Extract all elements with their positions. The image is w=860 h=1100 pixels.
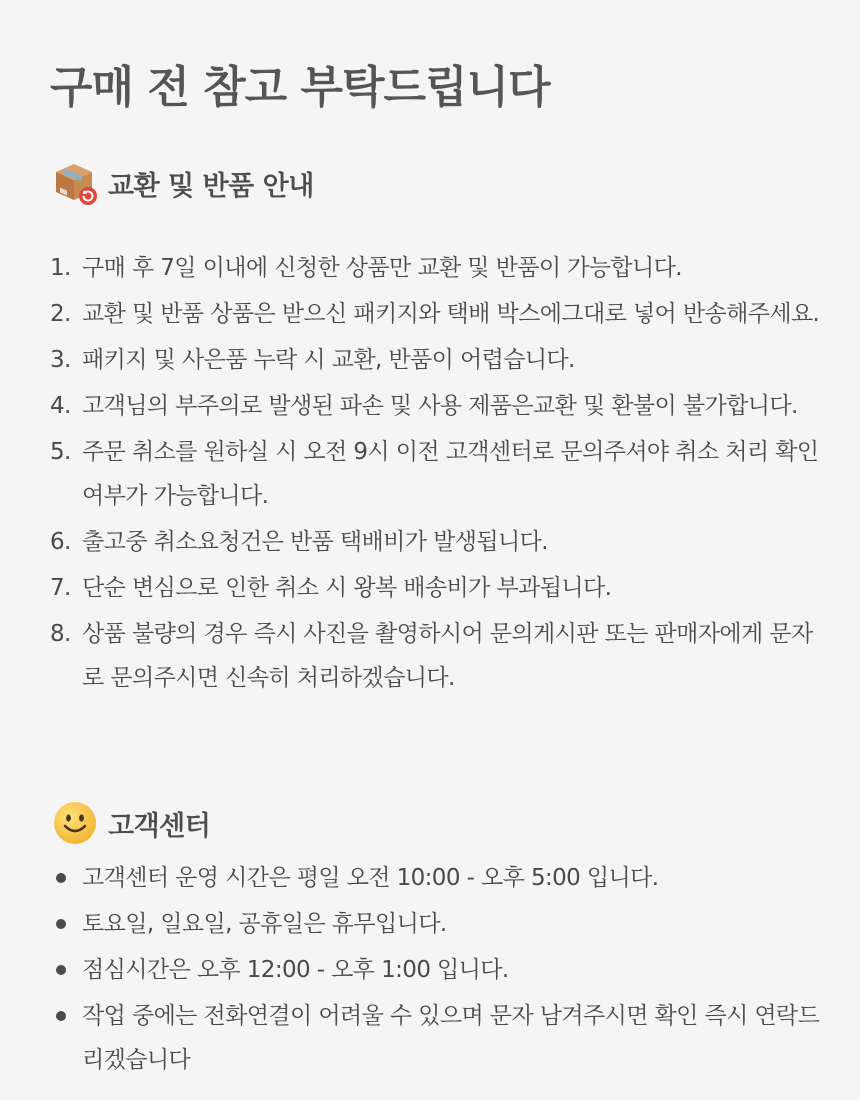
list-item-number: 4. (50, 393, 71, 419)
list-item-number: 6. (50, 529, 71, 555)
bullet-icon (50, 856, 82, 900)
list-item-text: 점심시간은 오후 12:00 - 오후 1:00 입니다. (82, 957, 509, 983)
list-item (50, 384, 820, 428)
list-item (50, 856, 820, 900)
list-item-text: 고객센터 운영 시간은 평일 오전 10:00 - 오후 5:00 입니다. (82, 865, 659, 891)
list-item-text: 구매 후 7일 이내에 신청한 상품만 교환 및 반품이 가능합니다. (82, 255, 682, 281)
exchange-heading (52, 160, 314, 206)
package-icon (52, 160, 98, 206)
list-item-number: 7. (50, 575, 71, 601)
list-item-number: 3. (50, 347, 71, 373)
list-item (50, 430, 820, 518)
bullet-icon (50, 994, 82, 1082)
list-item-text: 토요일, 일요일, 공휴일은 휴무입니다. (82, 911, 447, 937)
exchange-notice-list (50, 246, 820, 702)
list-item (50, 566, 820, 610)
list-item-number: 8. (50, 621, 71, 647)
bullet-icon (50, 902, 82, 946)
smile-icon (52, 800, 98, 846)
list-item (50, 994, 820, 1082)
exchange-heading-label: 교환 및 반품 안내 (108, 170, 314, 202)
list-item (50, 612, 820, 700)
bullet-icon (50, 948, 82, 992)
list-item-text: 작업 중에는 전화연결이 어려울 수 있으며 문자 남겨주시면 확인 즉시 연락드리겠습니다 (82, 1003, 820, 1073)
list-item-number: 5. (50, 439, 71, 465)
support-heading-label: 고객센터 (108, 810, 211, 842)
list-item-number: 1. (50, 255, 71, 281)
list-item-text: 고객님의 부주의로 발생된 파손 및 사용 제품은교환 및 환불이 불가합니다. (82, 393, 798, 419)
page-title: 구매 전 참고 부탁드립니다 (50, 62, 550, 113)
support-heading (52, 800, 210, 846)
list-item-number: 2. (50, 301, 71, 327)
list-item-text: 교환 및 반품 상품은 받으신 패키지와 택배 박스에그대로 넣어 반송해주세요. (82, 301, 820, 327)
support-info-list (50, 856, 820, 1084)
list-item (50, 520, 820, 564)
list-item (50, 902, 820, 946)
list-item (50, 338, 820, 382)
list-item (50, 948, 820, 992)
list-item-text: 주문 취소를 원하실 시 오전 9시 이전 고객센터로 문의주셔야 취소 처리 확인 여부가 가능합니다. (82, 439, 819, 509)
list-item-text: 출고중 취소요청건은 반품 택배비가 발생됩니다. (82, 529, 548, 555)
list-item-text: 단순 변심으로 인한 취소 시 왕복 배송비가 부과됩니다. (82, 575, 612, 601)
list-item-text: 상품 불량의 경우 즉시 사진을 촬영하시어 문의게시판 또는 판매자에게 문자로 문의주시면 신속히 처리하겠습니다. (82, 621, 813, 691)
list-item-text: 패키지 및 사은품 누락 시 교환, 반품이 어렵습니다. (82, 347, 575, 373)
list-item (50, 292, 820, 336)
list-item (50, 246, 820, 290)
